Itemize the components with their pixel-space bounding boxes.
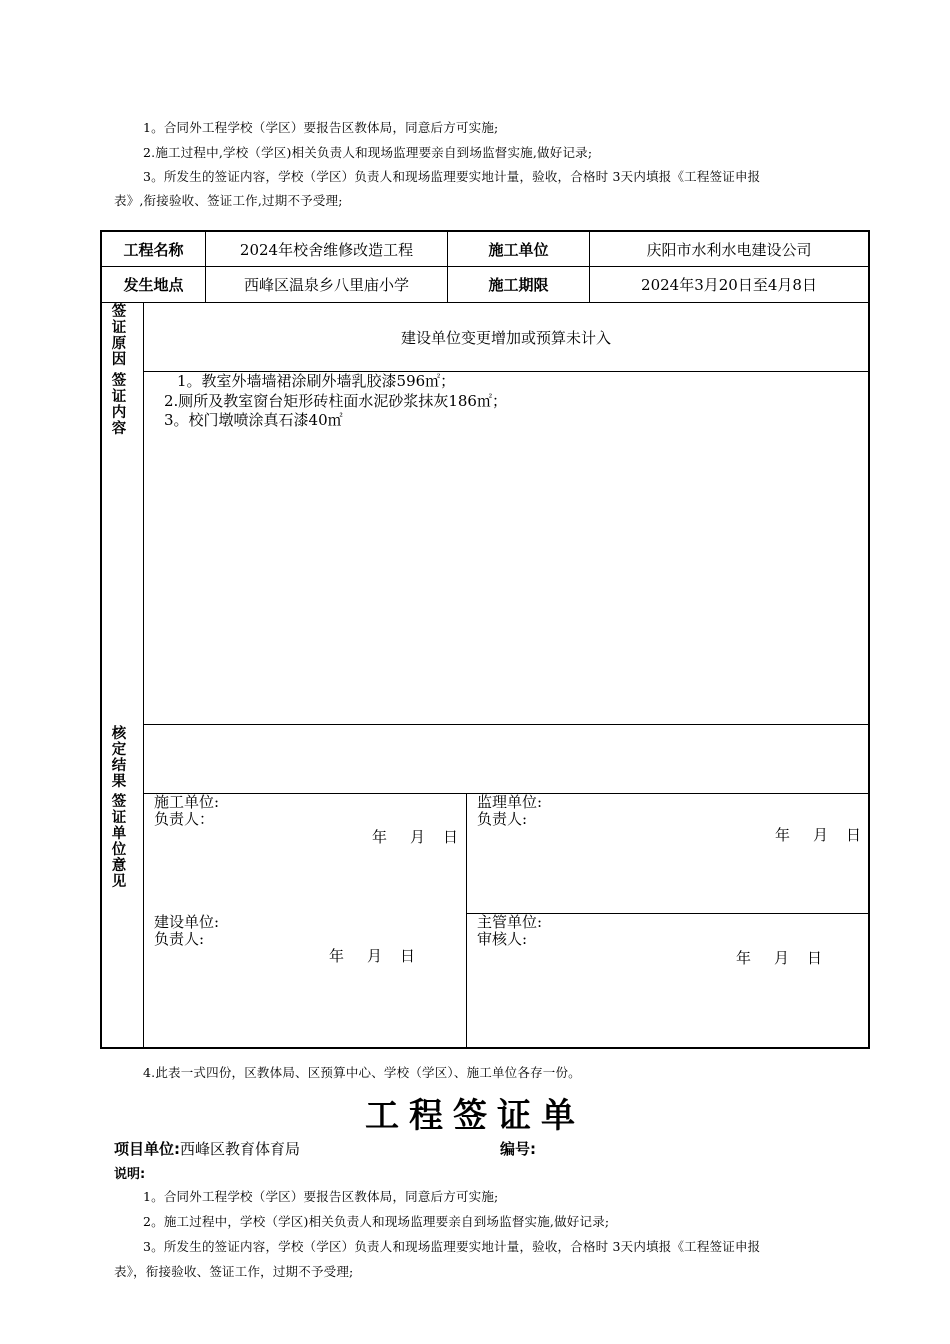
construction-person-label: 负责人： [154, 810, 215, 828]
content-item-1: 1。教室外墙墙裙涂刷外墙乳胶漆596㎡； [177, 372, 456, 390]
construction-unit-label: 施工单位: [154, 793, 220, 811]
content-label: 签 证 内 容 [111, 373, 127, 437]
authority-date-month: 月 [774, 949, 790, 967]
second-note-1: 1。合同外工程学校（学区）要报告区教体局，同意后方可实施; [143, 1189, 499, 1204]
project-unit-label: 项目单位: [114, 1140, 180, 1158]
note-3-line-2: 表》,衔接验收、签证工作,过期不予受理; [114, 193, 343, 208]
visa-form-table [100, 230, 870, 1049]
authority-date-day: 日 [807, 949, 823, 967]
project-name-value: 2024年校舍维修改造工程 [239, 240, 414, 259]
contractor-label: 施工单位 [488, 240, 549, 259]
builder-unit-label: 建设单位: [154, 913, 220, 931]
footer-note: 4.此表一式四份，区教体局、区预算中心、学校（学区）、施工单位各存一份。 [143, 1065, 581, 1080]
supervision-date-month: 月 [813, 826, 829, 844]
note-3-line-1: 3。所发生的签证内容，学校（学区）负责人和现场监理要实地计量，验收，合格时 3天内填报《工程签证申报 [143, 169, 761, 184]
location-label: 发生地点 [123, 276, 184, 294]
project-name-label: 工程名称 [123, 240, 184, 259]
location-value: 西峰区温泉乡八里庙小学 [243, 276, 409, 294]
supervision-person-label: 负责人: [477, 810, 528, 828]
reason-value: 建设单位变更增加或预算未计入 [400, 328, 611, 347]
second-note-2: 2。施工过程中，学校（学区)相关负责人和现场监理要亲自到场监督实施,做好记录; [143, 1214, 610, 1229]
project-unit-value: 西峰区教育体育局 [180, 1140, 301, 1158]
construction-date-year: 年 [372, 828, 388, 846]
builder-date-day: 日 [400, 947, 416, 965]
number-label: 编号: [500, 1140, 536, 1158]
second-note-3-line-2: 表》，衔接验收、签证工作，过期不予受理; [114, 1264, 354, 1279]
contractor-value: 庆阳市水利水电建设公司 [646, 240, 812, 259]
result-label: 核 定 结 果 [111, 726, 127, 790]
form-title: 工程签证单 [365, 1096, 585, 1136]
explain-label: 说明: [114, 1167, 146, 1182]
content-item-3: 3。校门墩喷涂真石漆40㎡ [164, 411, 343, 429]
content-item-2: 2.厕所及教室窗台矩形砖柱面水泥砂浆抹灰186㎡； [164, 392, 507, 410]
builder-date-month: 月 [367, 947, 383, 965]
second-note-3-line-1: 3。所发生的签证内容，学校（学区）负责人和现场监理要实地计量，验收，合格时 3天内填报《工程签证申报 [143, 1239, 761, 1254]
supervision-date-year: 年 [775, 826, 791, 844]
opinion-label: 签 证 单 位 意 见 [111, 794, 127, 890]
note-2: 2.施工过程中,学校（学区)相关负责人和现场监理要亲自到场监督实施,做好记录; [143, 145, 593, 160]
authority-person-label: 审核人: [477, 930, 528, 948]
supervision-unit-label: 监理单位: [477, 793, 543, 811]
construction-date-month: 月 [410, 828, 426, 846]
builder-person-label: 负责人: [154, 930, 205, 948]
reason-label: 签 证 原 因 [111, 304, 127, 368]
authority-unit-label: 主管单位: [477, 913, 543, 931]
authority-date-year: 年 [736, 949, 752, 967]
period-value: 2024年3月20日至4月8日 [641, 276, 817, 294]
note-1: 1。合同外工程学校（学区）要报告区教体局，同意后方可实施; [143, 120, 499, 135]
builder-date-year: 年 [329, 947, 345, 965]
period-label: 施工期限 [488, 276, 549, 294]
supervision-date-day: 日 [846, 826, 862, 844]
construction-date-day: 日 [443, 828, 459, 846]
project-unit-row [114, 1138, 300, 1159]
